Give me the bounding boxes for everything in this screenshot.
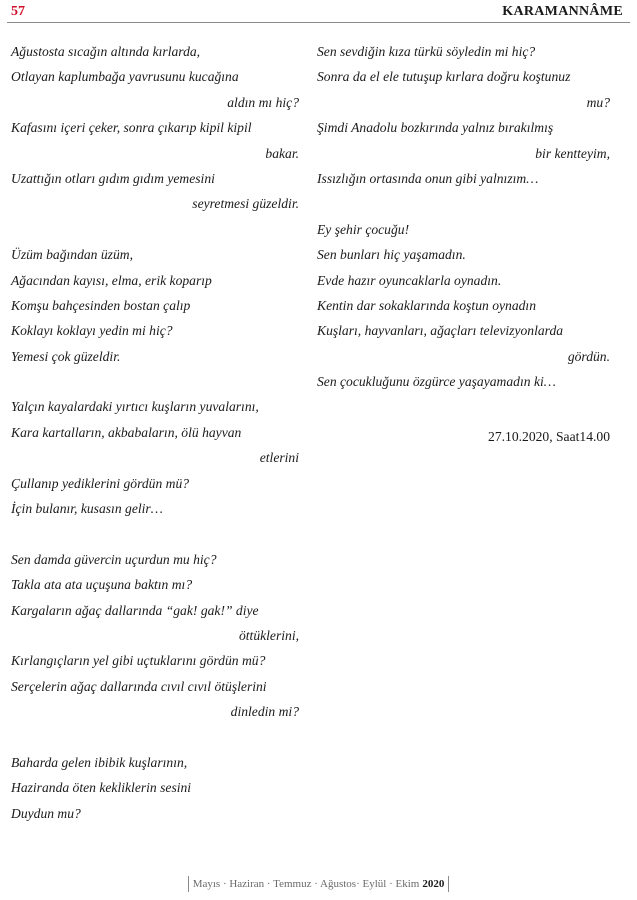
poem-line: dinledin mi?	[230, 704, 299, 720]
poem-line: Sonra da el ele tutuşup kırlara doğru koştunuz	[317, 69, 571, 85]
poem-line: Baharda gelen ibibik kuşlarının,	[11, 754, 188, 770]
poem-line: Yalçın kayalardaki yırtıcı kuşların yuvalarını,	[11, 399, 259, 415]
stanza-gap	[11, 521, 299, 546]
stanza-gap	[11, 725, 299, 750]
poem-line: İçin bulanır, kusasın gelir…	[11, 501, 163, 517]
poem-line: Ey şehir çocuğu!	[317, 221, 410, 237]
poem-line: Kafasını içeri çeker, sonra çıkarıp kipil kipil	[11, 120, 252, 136]
poem-line: Takla ata ata uçuşuna baktın mı?	[11, 577, 193, 593]
poem-line: Ağacından kayısı, elma, erik koparıp	[11, 272, 212, 288]
poem-line: mu?	[586, 94, 610, 110]
poem-line: gördün.	[567, 348, 610, 364]
poem-line: Evde hazır oyuncaklarla oynadın.	[317, 272, 502, 288]
poem-line: Kara kartalların, akbabaların, ölü hayvan	[11, 424, 242, 440]
stanza-gap	[317, 191, 610, 216]
poem-line: Duydun mu?	[11, 805, 81, 821]
poem-line: Komşu bahçesinden bostan çalıp	[11, 297, 191, 313]
poem-line: Yemesi çok güzeldir.	[11, 348, 121, 364]
poem-line: Şimdi Anadolu bozkırında yalnız bırakılmış	[317, 120, 554, 136]
poem-line: Kargaların ağaç dallarında “gak! gak!” diye	[11, 602, 259, 618]
poem-line: Uzattığın otları gıdım gıdım yemesini	[11, 170, 215, 186]
poem-line: Sen sevdiğin kıza türkü söyledin mi hiç?	[317, 44, 536, 59]
stanza-gap	[11, 369, 299, 394]
poem-line: Kuşları, hayvanları, ağaçları televizyonlarda	[317, 323, 564, 339]
header-rule	[7, 22, 630, 23]
poem-line: Kentin dar sokaklarında koştun oynadın	[317, 297, 536, 313]
poem-line: Sen bunları hiç yaşamadın.	[317, 247, 466, 263]
poem-right-column	[317, 39, 610, 394]
poem-line: seyretmesi güzeldir.	[192, 196, 299, 212]
signature-date: 27.10.2020, Saat14.00	[488, 429, 610, 444]
footer-year: 2020	[422, 878, 445, 890]
poem-line: etlerini	[259, 450, 299, 466]
poem-line: aldın mı hiç?	[227, 94, 299, 110]
poem-line: Sen çocukluğunu özgürce yaşayamadın ki…	[317, 374, 556, 390]
page-footer	[0, 876, 637, 900]
poem-line: Çullanıp yediklerini gördün mü?	[11, 475, 190, 491]
stanza-gap	[11, 217, 299, 242]
poem-line: Otlayan kaplumbağa yavrusunu kucağına	[11, 69, 239, 85]
page-number: 57	[11, 4, 25, 19]
poem-line: Üzüm bağından üzüm,	[11, 247, 133, 263]
footer-issue	[188, 876, 450, 892]
page-header	[0, 0, 637, 26]
footer-months: Mayıs · Haziran · Temmuz · Ağustos· Eylül · Ekim	[192, 878, 420, 890]
poem-line: Serçelerin ağaç dallarında cıvıl cıvıl ötüşlerini	[11, 678, 267, 694]
poem-line: Sen damda güvercin uçurdun mu hiç?	[11, 551, 217, 567]
poem-line: Koklayı koklayı yedin mi hiç?	[11, 323, 173, 339]
poem-line: Issızlığın ortasında onun gibi yalnızım…	[317, 170, 539, 186]
poem-line: bakar.	[265, 145, 299, 161]
poem-line: Haziranda öten kekliklerin sesini	[11, 780, 192, 796]
poem-line: bir kentteyim,	[535, 145, 610, 161]
poem-line: Ağustosta sıcağın altında kırlarda,	[11, 44, 201, 59]
poem-left-column	[11, 39, 299, 826]
poem-line: Kırlangıçların yel gibi uçtuklarını gördün mü?	[11, 653, 266, 669]
poem-line: öttüklerini,	[238, 627, 299, 643]
journal-title: KARAMANNÂME	[502, 4, 623, 19]
